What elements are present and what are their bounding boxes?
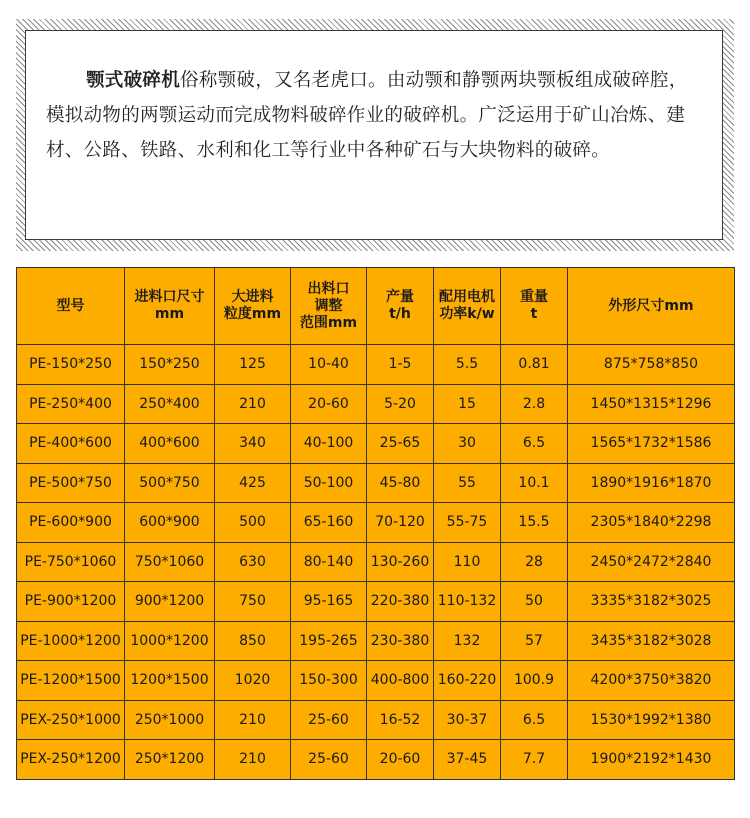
column-header-line: mm xyxy=(154,306,185,322)
table-row xyxy=(17,661,735,701)
table-cell: 20-60 xyxy=(291,384,367,424)
table-cell: 55 xyxy=(434,463,501,503)
column-header xyxy=(215,268,291,345)
table-cell: 875*758*850 xyxy=(568,345,735,385)
table-cell: 1020 xyxy=(215,661,291,701)
column-header xyxy=(17,268,125,345)
table-cell: 3335*3182*3025 xyxy=(568,582,735,622)
column-header-line: t xyxy=(530,306,538,322)
table-cell: 125 xyxy=(215,345,291,385)
table-cell: 1900*2192*1430 xyxy=(568,740,735,780)
table-row xyxy=(17,700,735,740)
table-cell: 1450*1315*1296 xyxy=(568,384,735,424)
table-cell: 850 xyxy=(215,621,291,661)
table-cell: 500*750 xyxy=(125,463,215,503)
table-cell: 25-65 xyxy=(367,424,434,464)
table-row xyxy=(17,582,735,622)
table-cell: 65-160 xyxy=(291,503,367,543)
table-row xyxy=(17,463,735,503)
table-cell: PE-1000*1200 xyxy=(17,621,125,661)
table-body xyxy=(17,345,735,780)
intro-title: 颚式破碎机 xyxy=(86,70,181,91)
table-cell: 5.5 xyxy=(434,345,501,385)
table-cell: 400*600 xyxy=(125,424,215,464)
table-cell: 340 xyxy=(215,424,291,464)
column-header-line: 外形尺寸mm xyxy=(608,297,694,314)
table-cell: 6.5 xyxy=(501,424,568,464)
table-cell: PE-1200*1500 xyxy=(17,661,125,701)
table-cell: 150-300 xyxy=(291,661,367,701)
column-header xyxy=(125,268,215,345)
table-cell: PE-600*900 xyxy=(17,503,125,543)
table-cell: 57 xyxy=(501,621,568,661)
table-cell: 160-220 xyxy=(434,661,501,701)
column-header-line: 产量 xyxy=(386,289,414,305)
table-cell: 210 xyxy=(215,700,291,740)
table-cell: 20-60 xyxy=(367,740,434,780)
table-cell: 250*1000 xyxy=(125,700,215,740)
table-cell: 95-165 xyxy=(291,582,367,622)
table-cell: 2450*2472*2840 xyxy=(568,542,735,582)
table-cell: 630 xyxy=(215,542,291,582)
table-cell: 10-40 xyxy=(291,345,367,385)
table-cell: PE-150*250 xyxy=(17,345,125,385)
table-cell: 130-260 xyxy=(367,542,434,582)
intro-box xyxy=(25,30,723,240)
table-cell: 500 xyxy=(215,503,291,543)
column-header-line: 重量 xyxy=(520,289,548,305)
table-cell: PE-250*400 xyxy=(17,384,125,424)
table-cell: 25-60 xyxy=(291,700,367,740)
table-cell: 425 xyxy=(215,463,291,503)
intro-paragraph xyxy=(46,63,706,168)
table-cell: 250*1200 xyxy=(125,740,215,780)
table-cell: 132 xyxy=(434,621,501,661)
table-cell: 1565*1732*1586 xyxy=(568,424,735,464)
column-header xyxy=(568,268,735,345)
table-cell: 1000*1200 xyxy=(125,621,215,661)
table-cell: 150*250 xyxy=(125,345,215,385)
table-cell: PE-900*1200 xyxy=(17,582,125,622)
table-cell: PEX-250*1000 xyxy=(17,700,125,740)
column-header-line: 配用电机 xyxy=(439,289,495,305)
table-cell: 15 xyxy=(434,384,501,424)
table-cell: 25-60 xyxy=(291,740,367,780)
table-row xyxy=(17,424,735,464)
column-header-line: 范围mm xyxy=(299,314,358,331)
table-cell: 28 xyxy=(501,542,568,582)
table-cell: 3435*3182*3028 xyxy=(568,621,735,661)
table-cell: 400-800 xyxy=(367,661,434,701)
table-cell: 750 xyxy=(215,582,291,622)
intro-frame xyxy=(16,19,734,251)
column-header-line: 调整 xyxy=(314,297,343,314)
table-cell: 900*1200 xyxy=(125,582,215,622)
table-cell: 1890*1916*1870 xyxy=(568,463,735,503)
table-cell: 6.5 xyxy=(501,700,568,740)
table-cell: 50-100 xyxy=(291,463,367,503)
table-cell: 210 xyxy=(215,740,291,780)
column-header-line: 功率k/w xyxy=(439,306,495,322)
table-cell: PEX-250*1200 xyxy=(17,740,125,780)
table-header-row xyxy=(17,268,735,345)
table-cell: 40-100 xyxy=(291,424,367,464)
table-cell: 110-132 xyxy=(434,582,501,622)
table-cell: 110 xyxy=(434,542,501,582)
table-cell: 55-75 xyxy=(434,503,501,543)
table-cell: 1200*1500 xyxy=(125,661,215,701)
table-cell: PE-500*750 xyxy=(17,463,125,503)
column-header-line: 进料口尺寸 xyxy=(134,289,205,305)
table-cell: 195-265 xyxy=(291,621,367,661)
table-cell: 1-5 xyxy=(367,345,434,385)
table-row xyxy=(17,621,735,661)
table-cell: 600*900 xyxy=(125,503,215,543)
intro-body: 俗称颚破，又名老虎口。由动颚和静颚两块颚板组成破碎腔，模拟动物的两颚运动而完成物料破碎作业的破碎机。广泛运用于矿山冶炼、建材、公路、铁路、水利和化工等行业中各种矿石与大块物料的破碎。 xyxy=(46,70,688,161)
table-cell: 0.81 xyxy=(501,345,568,385)
column-header-line: 粒度mm xyxy=(223,306,282,322)
table-cell: 220-380 xyxy=(367,582,434,622)
table-cell: 750*1060 xyxy=(125,542,215,582)
table-cell: 10.1 xyxy=(501,463,568,503)
column-header xyxy=(434,268,501,345)
table-cell: 50 xyxy=(501,582,568,622)
table-row xyxy=(17,740,735,780)
table-cell: 45-80 xyxy=(367,463,434,503)
column-header xyxy=(291,268,367,345)
table-cell: 250*400 xyxy=(125,384,215,424)
table-cell: 37-45 xyxy=(434,740,501,780)
column-header xyxy=(501,268,568,345)
table-cell: 2.8 xyxy=(501,384,568,424)
table-cell: 2305*1840*2298 xyxy=(568,503,735,543)
table-cell: 5-20 xyxy=(367,384,434,424)
spec-table xyxy=(16,267,735,780)
column-header xyxy=(367,268,434,345)
table-row xyxy=(17,503,735,543)
column-header-line: 出料口 xyxy=(307,280,350,297)
table-cell: 100.9 xyxy=(501,661,568,701)
table-cell: 80-140 xyxy=(291,542,367,582)
table-cell: 1530*1992*1380 xyxy=(568,700,735,740)
column-header-line: t/h xyxy=(389,306,411,322)
table-cell: 15.5 xyxy=(501,503,568,543)
table-row xyxy=(17,345,735,385)
table-cell: 7.7 xyxy=(501,740,568,780)
table-cell: PE-750*1060 xyxy=(17,542,125,582)
table-cell: 4200*3750*3820 xyxy=(568,661,735,701)
table-cell: 70-120 xyxy=(367,503,434,543)
table-cell: 30 xyxy=(434,424,501,464)
column-header-line: 大进料 xyxy=(231,289,274,305)
table-row xyxy=(17,542,735,582)
column-header-line: 型号 xyxy=(56,297,85,314)
table-cell: PE-400*600 xyxy=(17,424,125,464)
table-row xyxy=(17,384,735,424)
table-cell: 230-380 xyxy=(367,621,434,661)
table-cell: 16-52 xyxy=(367,700,434,740)
table-cell: 30-37 xyxy=(434,700,501,740)
table-cell: 210 xyxy=(215,384,291,424)
